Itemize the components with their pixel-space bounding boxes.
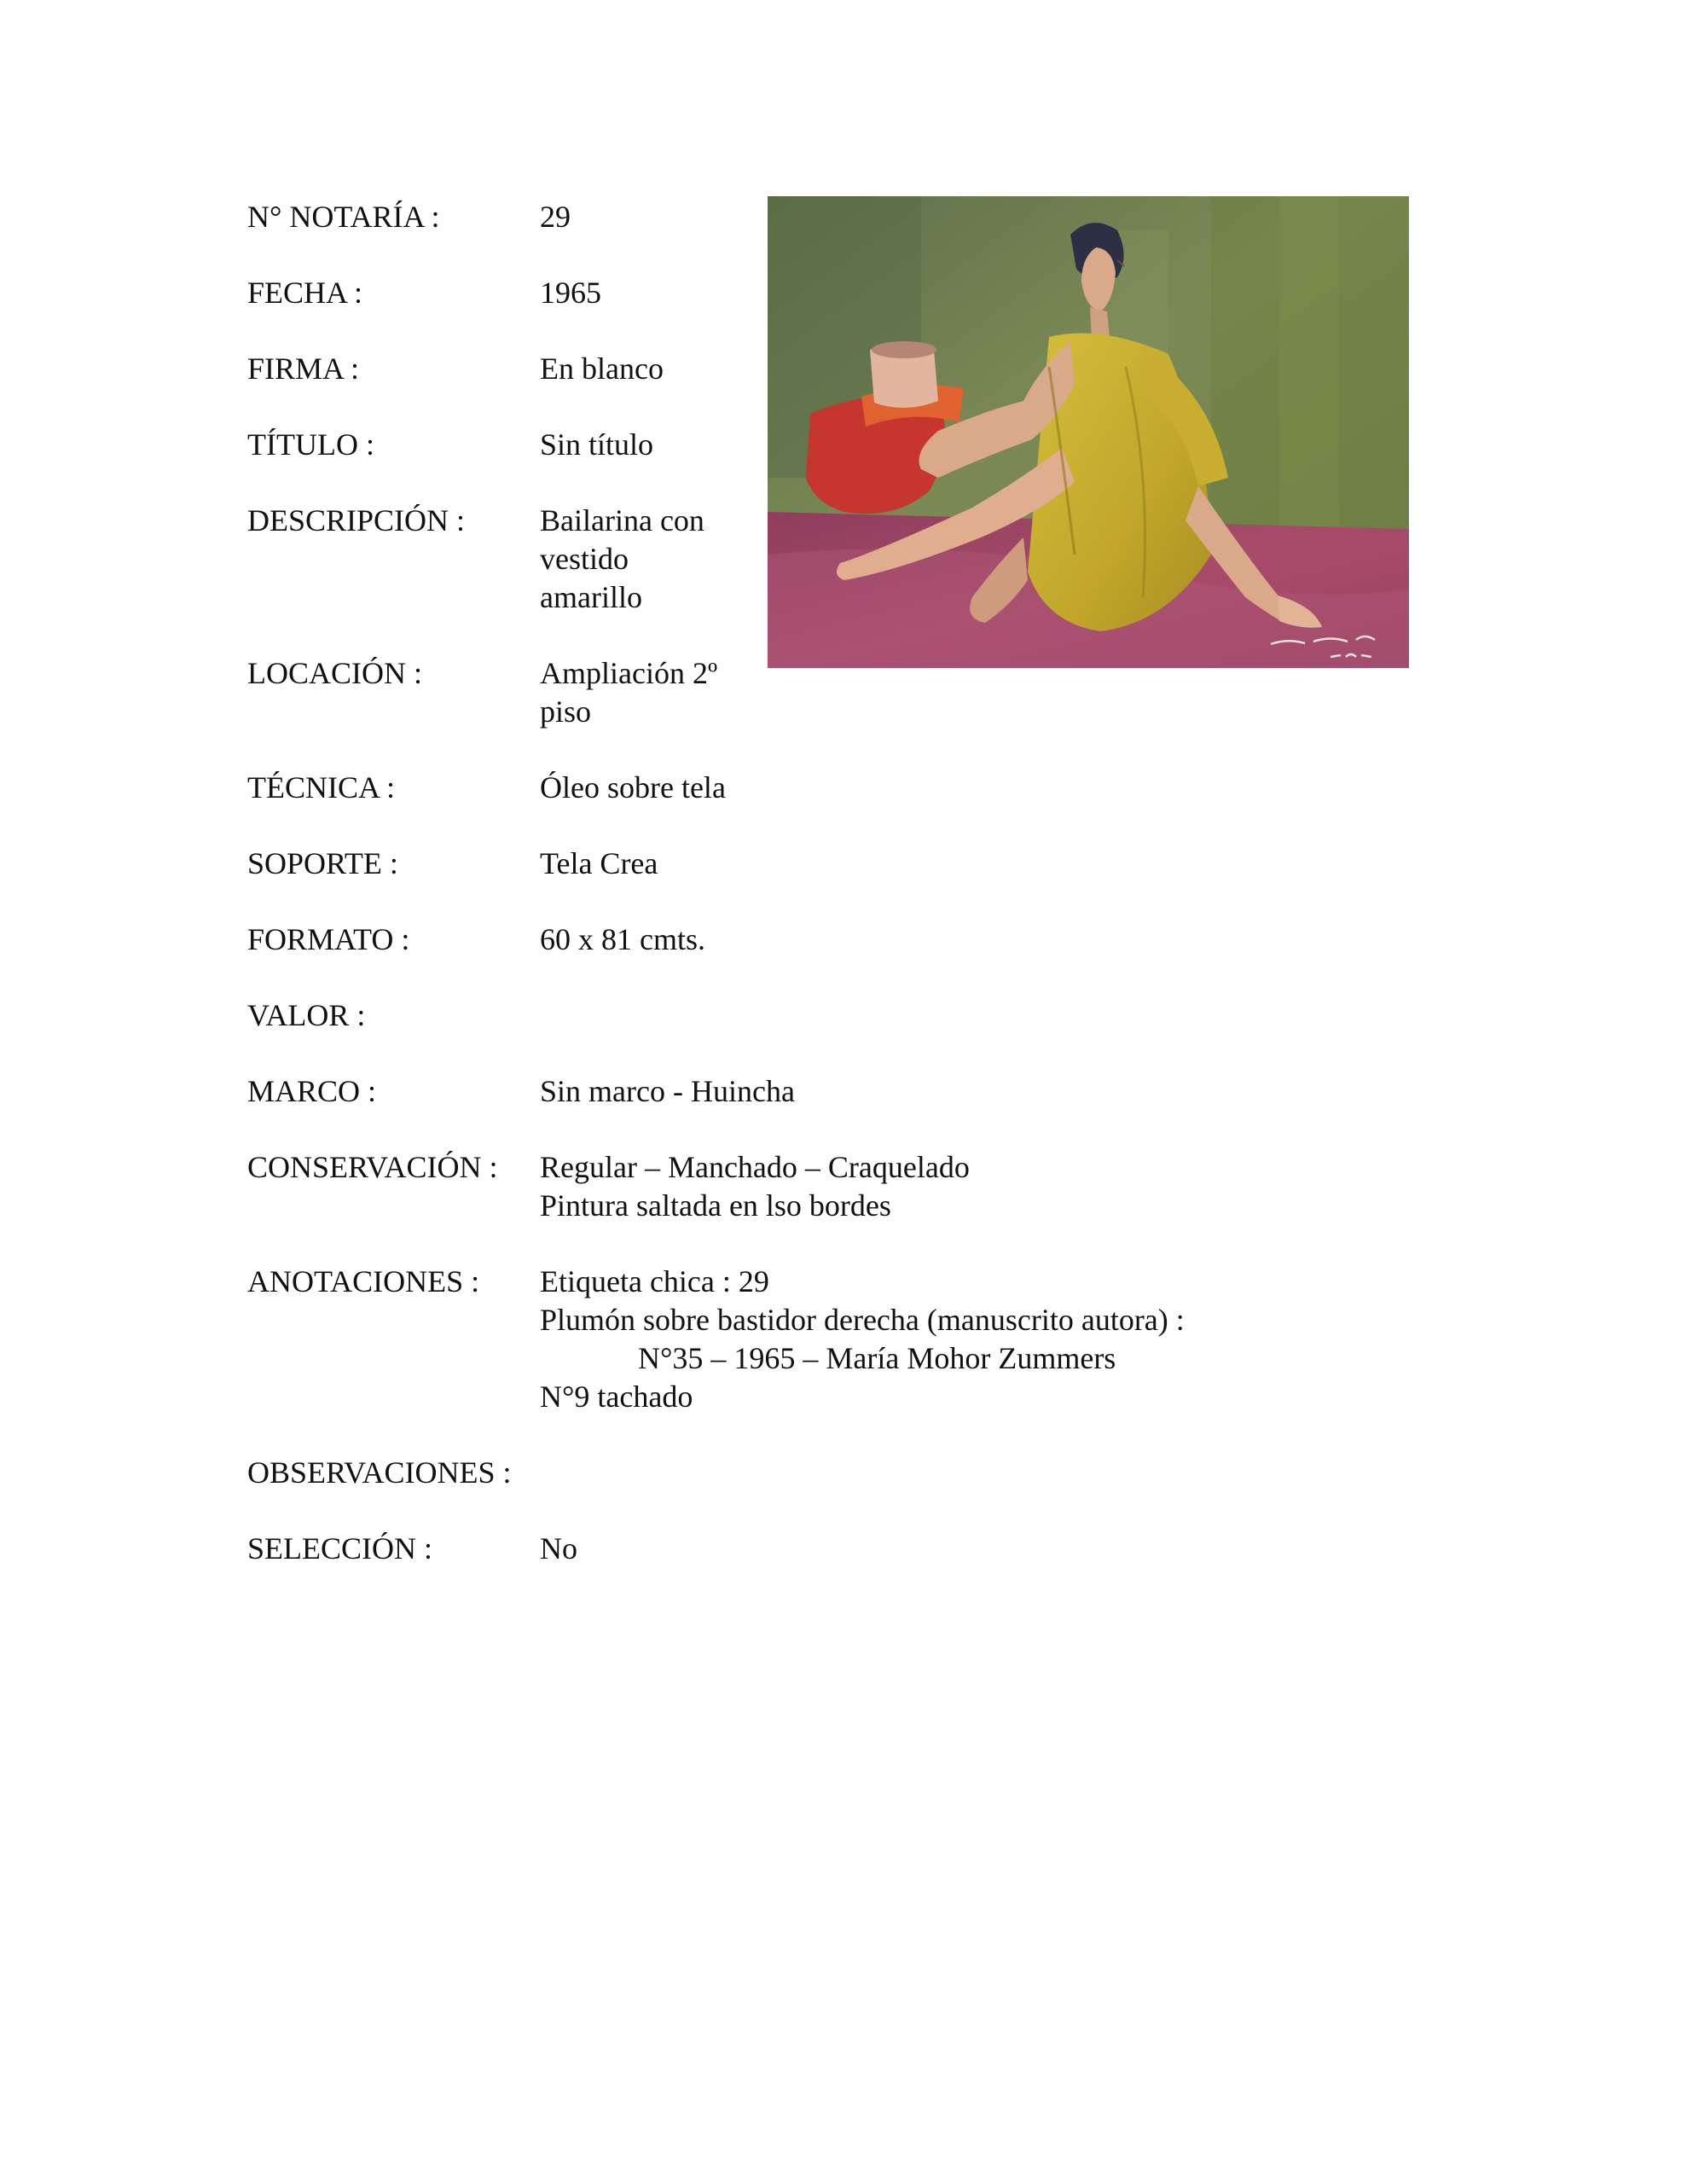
field-label: TÍTULO : <box>247 427 374 462</box>
field-valor <box>247 996 1356 1035</box>
field-label: N° NOTARÍA : <box>247 200 440 234</box>
value-line: Bailarina con <box>540 503 704 537</box>
field-value: 29 <box>540 200 571 234</box>
value-line: Regular – Manchado – Craquelado <box>540 1150 970 1184</box>
painting-image <box>768 196 1409 668</box>
field-value: Óleo sobre tela <box>540 770 726 804</box>
field-value <box>540 1454 1356 1492</box>
field-value: En blanco <box>540 351 664 386</box>
field-label: FECHA : <box>247 276 363 310</box>
field-value: 1965 <box>540 276 601 310</box>
field-seleccion <box>247 1530 1356 1568</box>
field-value: Sin título <box>540 427 654 462</box>
value-line: Pintura saltada en lso bordes <box>540 1188 891 1223</box>
value-line: Etiqueta chica : 29 <box>540 1264 769 1298</box>
field-label: DESCRIPCIÓN : <box>247 503 466 537</box>
field-label: LOCACIÓN : <box>247 656 422 690</box>
field-value: Sin marco - Huincha <box>540 1074 795 1108</box>
field-label: FIRMA : <box>247 351 360 386</box>
value-line: piso <box>540 694 592 729</box>
field-anotaciones <box>247 1263 1356 1416</box>
field-label: SELECCIÓN : <box>247 1531 433 1565</box>
field-value: 60 x 81 cmts. <box>540 922 705 956</box>
field-label: SOPORTE : <box>247 846 398 880</box>
field-label: MARCO : <box>247 1074 377 1108</box>
field-label: FORMATO : <box>247 922 410 956</box>
value-line: amarillo <box>540 580 642 614</box>
value-line: vestido <box>540 542 629 576</box>
field-tecnica <box>247 769 1356 807</box>
field-soporte <box>247 845 1356 883</box>
field-label: ANOTACIONES : <box>247 1264 480 1298</box>
field-label: TÉCNICA : <box>247 770 396 804</box>
field-value: No <box>540 1531 577 1565</box>
field-value <box>540 996 1356 1035</box>
field-value <box>540 1148 1356 1225</box>
field-value: Tela Crea <box>540 846 658 880</box>
field-label: CONSERVACIÓN : <box>247 1150 498 1184</box>
field-formato <box>247 921 1356 959</box>
value-line: Ampliación 2º <box>540 656 718 690</box>
field-observaciones <box>247 1454 1356 1492</box>
value-line: Plumón sobre bastidor derecha (manuscrito autora) : <box>540 1303 1185 1337</box>
field-conservacion <box>247 1148 1356 1225</box>
field-label: VALOR : <box>247 998 366 1032</box>
field-value <box>540 1263 1356 1416</box>
artwork-photo <box>768 196 1409 668</box>
field-marco <box>247 1072 1356 1111</box>
field-label: OBSERVACIONES : <box>247 1455 512 1490</box>
value-line: N°35 – 1965 – María Mohor Zummers <box>638 1341 1116 1375</box>
value-line: N°9 tachado <box>540 1380 693 1414</box>
